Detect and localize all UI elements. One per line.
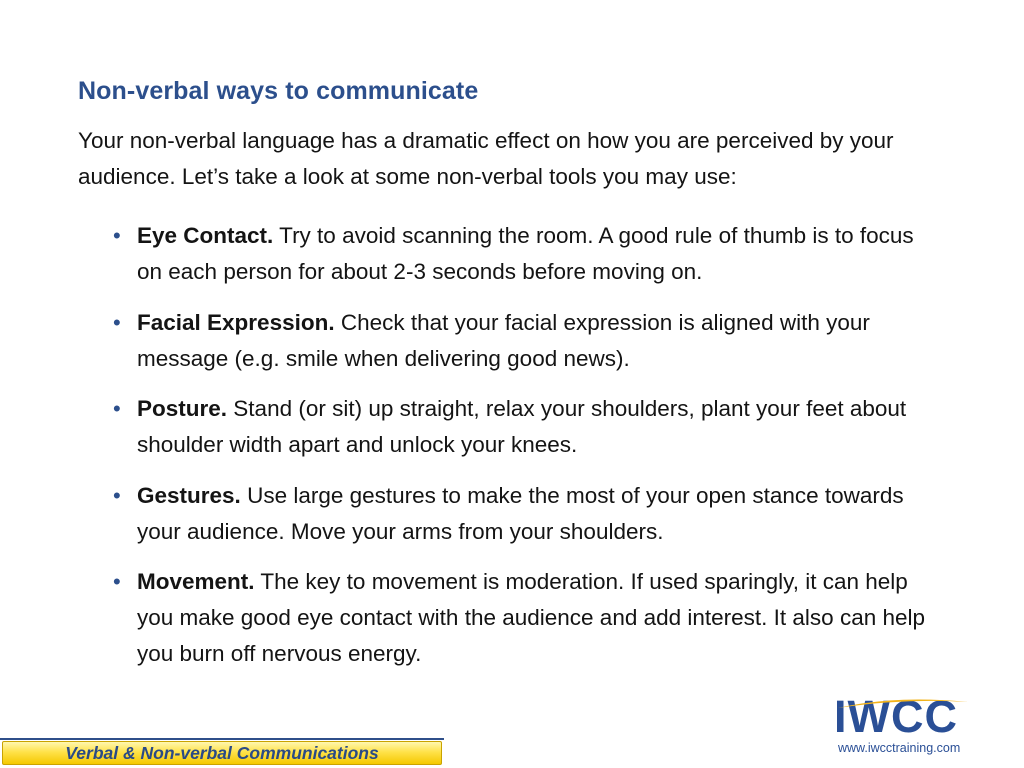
bullet-dot-icon: • xyxy=(113,396,121,421)
bullet-gestures xyxy=(112,478,932,550)
footer-bar xyxy=(0,738,444,768)
bullet-term: Movement. xyxy=(137,569,255,594)
bullet-dot-icon: • xyxy=(113,569,121,594)
bullet-text: Stand (or sit) up straight, relax your shoulders, plant your feet about shoulder width apart and unlock your knees. xyxy=(137,396,907,457)
bullet-movement xyxy=(112,564,932,672)
bullet-text: Check that your facial expression is aligned with your message (e.g. smile when delivering good news). xyxy=(137,309,870,371)
bullet-list xyxy=(112,218,932,687)
bullet-term: Gestures. xyxy=(137,482,241,508)
footer-banner: Verbal & Non-verbal Communications xyxy=(2,741,442,765)
bullet-dot-icon: • xyxy=(113,482,121,508)
bullet-term: Eye Contact. xyxy=(137,223,274,248)
bullet-facial-expression xyxy=(112,305,932,377)
bullet-dot-icon: • xyxy=(113,309,121,335)
logo-text: IWCC xyxy=(834,691,958,742)
slide-title: Non-verbal ways to communicate xyxy=(78,77,479,105)
bullet-text: Try to avoid scanning the room. A good rule of thumb is to focus on each person for about 2-3 seconds before moving on. xyxy=(137,223,914,284)
bullet-dot-icon: • xyxy=(113,223,121,248)
bullet-term: Posture. xyxy=(137,396,228,421)
iwcc-logo xyxy=(834,691,974,742)
website-link[interactable]: www.iwcctraining.com xyxy=(838,741,961,755)
bullet-text: The key to movement is moderation. If used sparingly, it can help you make good eye contact with the audience and add interest. It also can help you burn off nervous energy. xyxy=(137,569,926,666)
bullet-eye-contact xyxy=(112,218,932,290)
bullet-term: Facial Expression. xyxy=(137,309,335,335)
bullet-text: Use large gestures to make the most of your open stance towards your audience. Move your arms from your shoulders. xyxy=(137,482,904,544)
bullet-posture xyxy=(112,391,932,463)
swoosh-icon xyxy=(834,697,974,711)
intro-paragraph: Your non-verbal language has a dramatic effect on how you are perceived by your audience. Let’s take a look at some non-verbal tools you may use: xyxy=(78,128,894,189)
footer-divider xyxy=(0,738,444,740)
